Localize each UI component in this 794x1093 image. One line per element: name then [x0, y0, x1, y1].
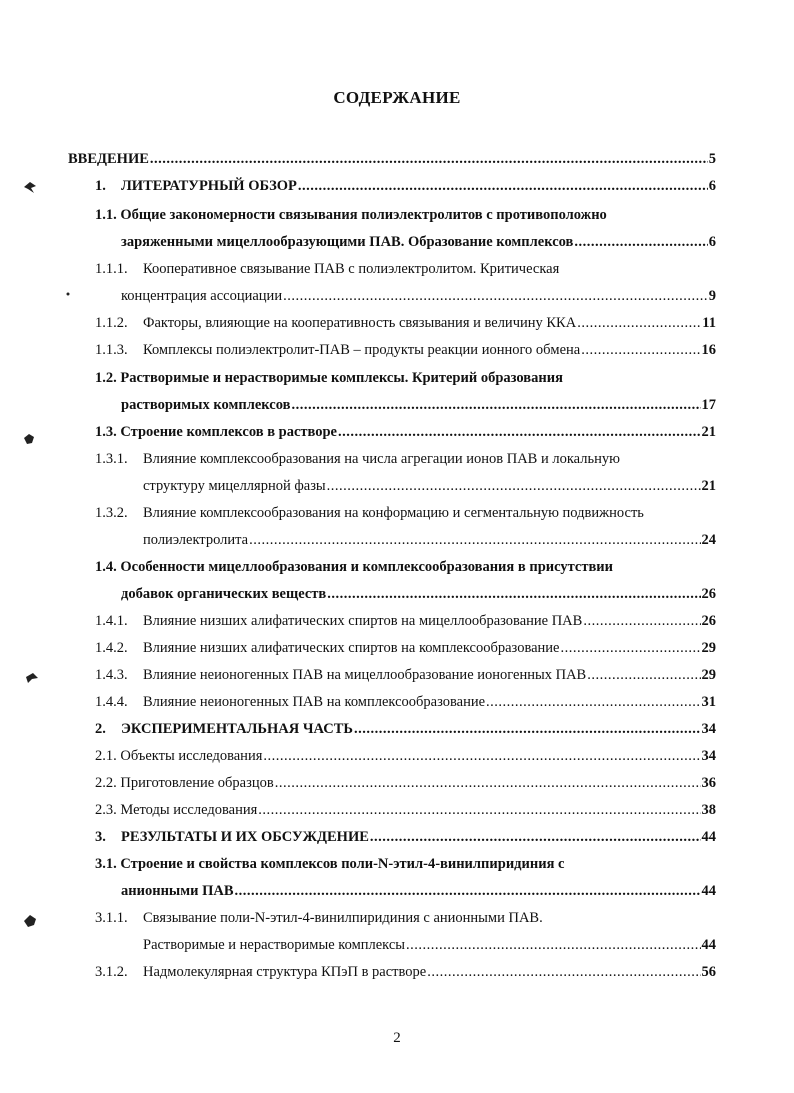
- toc-entry: [95, 741, 716, 765]
- toc-entry-page: 44: [701, 829, 716, 845]
- toc-entry-text: Растворимые и нерастворимые комплексы: [143, 937, 406, 953]
- toc-entry-text: Кооперативное связывание ПАВ с полиэлектролитом. Критическая: [143, 261, 560, 277]
- toc-entry-number: 1.2.: [95, 370, 121, 386]
- toc-entry-text: полиэлектролита: [143, 532, 249, 548]
- toc-entry-number: 3.1.1.: [95, 910, 128, 926]
- toc-entry-page: 44: [701, 883, 716, 899]
- toc-entry-number: 1.1.3.: [95, 342, 128, 358]
- toc-entry-number: 1.4.1.: [95, 613, 128, 629]
- toc-entry-number: 1.4.3.: [95, 667, 128, 683]
- toc-entry-page: 11: [702, 315, 716, 331]
- page-number: 2: [393, 1030, 401, 1046]
- toc-entry-text: Влияние комплексообразования на числа агрегации ионов ПАВ и локальную: [143, 451, 620, 467]
- toc-entry-text: ЛИТЕРАТУРНЫЙ ОБЗОР: [121, 178, 297, 194]
- scan-mark-icon: [22, 913, 38, 929]
- toc-entry-text: Объекты исследования: [120, 748, 263, 764]
- toc-entry-text: Факторы, влияющие на кооперативность связывания и величину ККА: [143, 315, 577, 331]
- toc-entry-page: 26: [701, 613, 716, 629]
- toc-entry: [95, 498, 716, 522]
- toc-entry: [95, 552, 716, 576]
- toc-entry: [95, 957, 716, 981]
- toc-entry-text: Строение и свойства комплексов поли-N-этил-4-винилпиридиния с: [120, 856, 565, 872]
- toc-entry-text: анионными ПАВ: [121, 883, 234, 899]
- toc-entry: [95, 200, 716, 224]
- toc-entry-page: 6: [708, 178, 716, 194]
- toc-entry: [95, 795, 716, 819]
- toc-entry-number: 1.: [95, 178, 106, 194]
- toc-entry-number: 1.4.4.: [95, 694, 128, 710]
- toc-entry-text: Влияние неионогенных ПАВ на мицеллообразование ионогенных ПАВ: [143, 667, 587, 683]
- toc-entry: [95, 660, 716, 684]
- toc-entry-number: 1.1.: [95, 207, 121, 223]
- scan-dot-icon: [66, 292, 70, 296]
- toc-entry-number: 1.4.: [95, 559, 121, 575]
- toc-entry-page: 31: [701, 694, 716, 710]
- toc-entry: [95, 444, 716, 468]
- toc-entry-number: 2.3.: [95, 802, 121, 818]
- toc-entry-text: Приготовление образцов: [120, 775, 274, 791]
- toc-entry-text: ЭКСПЕРИМЕНТАЛЬНАЯ ЧАСТЬ: [121, 721, 353, 737]
- toc-entry: [95, 633, 716, 657]
- toc-entry-text: Влияние низших алифатических спиртов на мицеллообразование ПАВ: [143, 613, 583, 629]
- toc-entry-page: 6: [708, 234, 716, 250]
- toc-entry-page: 29: [701, 640, 716, 656]
- toc-entry-page: 5: [708, 151, 716, 167]
- toc-entry-text: Связывание поли-N-этил-4-винилпиридиния с анионными ПАВ.: [143, 910, 543, 926]
- scan-mark-icon: [22, 180, 38, 194]
- toc-entry-text: Комплексы полиэлектролит-ПАВ – продукты реакции ионного обмена: [143, 342, 581, 358]
- toc-entry-number: 2.1.: [95, 748, 121, 764]
- toc-entry-number: 3.: [95, 829, 106, 845]
- page-title: СОДЕРЖАНИЕ: [333, 88, 461, 107]
- toc-entry-page: 24: [701, 532, 716, 548]
- toc-entry: [95, 363, 716, 387]
- toc-entry: [95, 849, 716, 873]
- toc-entry-number: 3.1.2.: [95, 964, 128, 980]
- toc-entry: [95, 417, 716, 441]
- toc-entry: [68, 144, 716, 168]
- toc-entry-text: Общие закономерности связывания полиэлектролитов с противоположно: [120, 207, 607, 223]
- toc-entry-page: 21: [701, 424, 716, 440]
- toc-entry-number: 1.3.: [95, 424, 121, 440]
- toc-entry-number: 3.1.: [95, 856, 121, 872]
- toc-entry-page: 16: [701, 342, 716, 358]
- toc-entry-number: 1.3.2.: [95, 505, 128, 521]
- toc-entry-text: Надмолекулярная структура КПэП в растворе: [143, 964, 427, 980]
- toc-entry-number: 1.3.1.: [95, 451, 128, 467]
- toc-entry-text: Растворимые и нерастворимые комплексы. Критерий образования: [120, 370, 563, 386]
- toc-entry-number: 1.1.1.: [95, 261, 128, 277]
- toc-entry-text: концентрация ассоциации: [121, 288, 283, 304]
- toc-entry-page: 36: [701, 775, 716, 791]
- toc-entry: [121, 281, 716, 305]
- toc-entry: [143, 930, 716, 954]
- toc-entry-page: 56: [701, 964, 716, 980]
- toc-entry: [121, 390, 716, 414]
- toc-entry-number: 1.4.2.: [95, 640, 128, 656]
- toc-entry: [95, 171, 716, 195]
- toc-entry-text: Особенности мицеллообразования и комплексообразования в присутствии: [120, 559, 613, 575]
- toc-entry-number: 2.2.: [95, 775, 121, 791]
- toc-entry-text: Влияние комплексообразования на конформацию и сегментальную подвижность: [143, 505, 644, 521]
- toc-entry: [95, 768, 716, 792]
- toc-entry-text: структуру мицеллярной фазы: [143, 478, 326, 494]
- toc-entry: [143, 471, 716, 495]
- toc-entry-text: РЕЗУЛЬТАТЫ И ИХ ОБСУЖДЕНИЕ: [121, 829, 369, 845]
- toc-entry-page: 17: [701, 397, 716, 413]
- toc-entry: [95, 308, 716, 332]
- toc-entry: [95, 822, 716, 846]
- toc-entry-text: растворимых комплексов: [121, 397, 291, 413]
- toc-entry-text: Строение комплексов в растворе: [120, 424, 337, 440]
- scan-mark-icon: [22, 432, 36, 446]
- toc-entry-number: 1.1.2.: [95, 315, 128, 331]
- toc-entry-text: ВВЕДЕНИЕ: [68, 151, 149, 167]
- toc-entry: [121, 579, 716, 603]
- toc-entry-text: Методы исследования: [120, 802, 258, 818]
- toc-entry: [121, 876, 716, 900]
- toc-entry: [95, 606, 716, 630]
- toc-entry-number: 2.: [95, 721, 106, 737]
- toc-entry-text: добавок органических веществ: [121, 586, 327, 602]
- toc-entry-text: Влияние низших алифатических спиртов на комплексообразование: [143, 640, 560, 656]
- toc-entry: [95, 903, 716, 927]
- toc-entry-page: 26: [701, 586, 716, 602]
- toc-entry: [121, 227, 716, 251]
- toc-entry: [95, 687, 716, 711]
- toc-entry-page: 44: [701, 937, 716, 953]
- toc-entry-page: 29: [701, 667, 716, 683]
- toc-entry-page: 34: [701, 721, 716, 737]
- toc-entry-page: 34: [701, 748, 716, 764]
- toc-entry: [95, 714, 716, 738]
- toc-entry: [143, 525, 716, 549]
- toc-entry-page: 21: [701, 478, 716, 494]
- toc-entry: [95, 254, 716, 278]
- toc-entry-text: Влияние неионогенных ПАВ на комплексообразование: [143, 694, 486, 710]
- toc-entry: [95, 335, 716, 359]
- scan-mark-icon: [24, 671, 40, 685]
- toc-entry-page: 38: [701, 802, 716, 818]
- toc-entry-page: 9: [708, 288, 716, 304]
- toc-entry-text: заряженными мицеллообразующими ПАВ. Образование комплексов: [121, 234, 574, 250]
